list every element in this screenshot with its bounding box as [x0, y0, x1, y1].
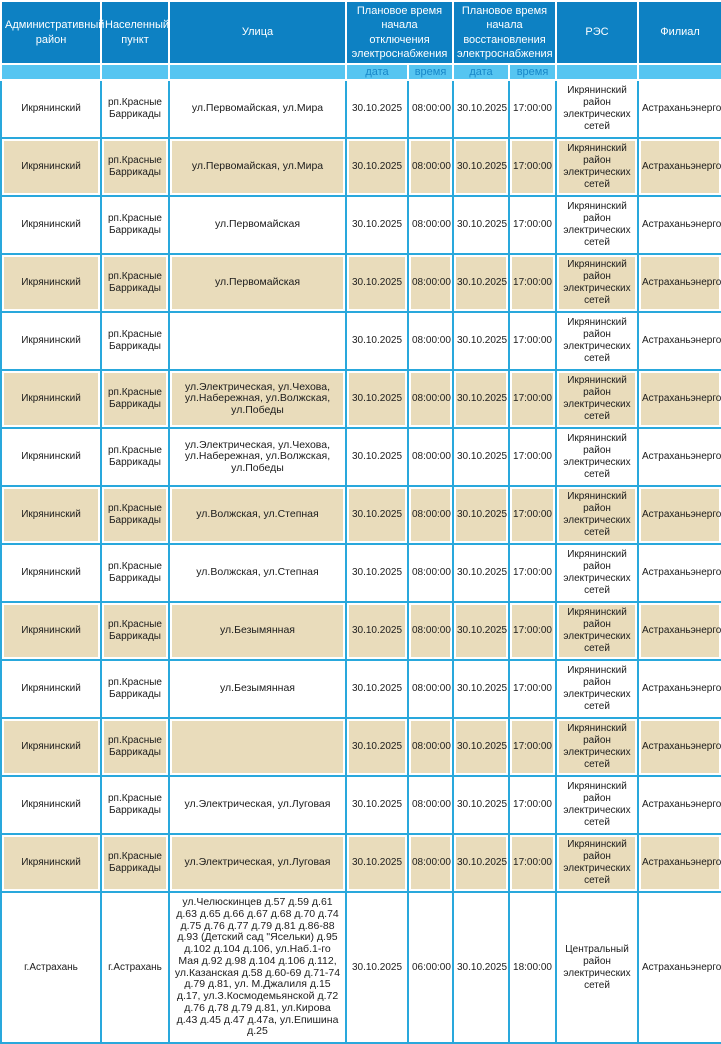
- res-cell: Икрянинский район электрических сетей: [556, 660, 638, 718]
- off-time-cell: 08:00:00: [408, 834, 453, 892]
- on-date-cell: 30.10.2025: [453, 312, 509, 370]
- on-date-cell: 30.10.2025: [453, 776, 509, 834]
- table-row: [1, 196, 721, 254]
- off-date-cell: 30.10.2025: [346, 428, 408, 486]
- district-cell: Икрянинский: [1, 312, 101, 370]
- district-cell: Икрянинский: [1, 834, 101, 892]
- settlement-cell: рп.Красные Баррикады: [101, 428, 169, 486]
- on-time-cell: 17:00:00: [509, 776, 556, 834]
- district-cell: Икрянинский: [1, 254, 101, 312]
- branch-cell: Астраханьэнерго: [638, 254, 721, 312]
- table-row: [1, 892, 721, 1043]
- off-time-cell: 08:00:00: [408, 602, 453, 660]
- res-cell: Икрянинский район электрических сетей: [556, 138, 638, 196]
- table-row: [1, 486, 721, 544]
- streets-cell: ул.Волжская, ул.Степная: [169, 544, 346, 602]
- branch-cell: Астраханьэнерго: [638, 138, 721, 196]
- streets-cell: [169, 312, 346, 370]
- subheader-on-time: время: [509, 64, 556, 80]
- branch-cell: Астраханьэнерго: [638, 544, 721, 602]
- on-date-cell: 30.10.2025: [453, 602, 509, 660]
- streets-cell: ул.Безымянная: [169, 602, 346, 660]
- off-date-cell: 30.10.2025: [346, 138, 408, 196]
- settlement-cell: рп.Красные Баррикады: [101, 196, 169, 254]
- res-cell: Икрянинский район электрических сетей: [556, 718, 638, 776]
- streets-cell: [169, 718, 346, 776]
- on-date-cell: 30.10.2025: [453, 718, 509, 776]
- header-res: РЭС: [556, 1, 638, 64]
- on-time-cell: 18:00:00: [509, 892, 556, 1043]
- branch-cell: Астраханьэнерго: [638, 776, 721, 834]
- district-cell: Икрянинский: [1, 718, 101, 776]
- subheader-row: [1, 64, 721, 80]
- table-row: [1, 776, 721, 834]
- on-time-cell: 17:00:00: [509, 544, 556, 602]
- res-cell: Икрянинский район электрических сетей: [556, 486, 638, 544]
- on-time-cell: 17:00:00: [509, 312, 556, 370]
- branch-cell: Астраханьэнерго: [638, 486, 721, 544]
- branch-cell: Астраханьэнерго: [638, 602, 721, 660]
- settlement-cell: рп.Красные Баррикады: [101, 660, 169, 718]
- settlement-cell: рп.Красные Баррикады: [101, 776, 169, 834]
- off-date-cell: 30.10.2025: [346, 544, 408, 602]
- header-outage-start-group: Плановое время начала отключения электроснабжения: [346, 1, 453, 64]
- subheader-empty: [638, 64, 721, 80]
- branch-cell: Астраханьэнерго: [638, 196, 721, 254]
- res-cell: Икрянинский район электрических сетей: [556, 834, 638, 892]
- off-date-cell: 30.10.2025: [346, 80, 408, 138]
- off-date-cell: 30.10.2025: [346, 718, 408, 776]
- off-time-cell: 08:00:00: [408, 196, 453, 254]
- res-cell: Икрянинский район электрических сетей: [556, 776, 638, 834]
- table-header: [1, 1, 721, 80]
- streets-cell: ул.Электрическая, ул.Чехова, ул.Набережная, ул.Волжская, ул.Победы: [169, 370, 346, 428]
- on-date-cell: 30.10.2025: [453, 486, 509, 544]
- off-date-cell: 30.10.2025: [346, 370, 408, 428]
- table-row: [1, 428, 721, 486]
- off-time-cell: 08:00:00: [408, 660, 453, 718]
- district-cell: Икрянинский: [1, 428, 101, 486]
- district-cell: Икрянинский: [1, 660, 101, 718]
- on-date-cell: 30.10.2025: [453, 834, 509, 892]
- off-date-cell: 30.10.2025: [346, 892, 408, 1043]
- streets-cell: ул.Волжская, ул.Степная: [169, 486, 346, 544]
- header-branch: Филиал: [638, 1, 721, 64]
- off-date-cell: 30.10.2025: [346, 602, 408, 660]
- header-row: [1, 1, 721, 64]
- header-admin-district: Административный район: [1, 1, 101, 64]
- off-date-cell: 30.10.2025: [346, 776, 408, 834]
- branch-cell: Астраханьэнерго: [638, 718, 721, 776]
- table-row: [1, 602, 721, 660]
- res-cell: Икрянинский район электрических сетей: [556, 602, 638, 660]
- on-time-cell: 17:00:00: [509, 80, 556, 138]
- res-cell: Икрянинский район электрических сетей: [556, 312, 638, 370]
- district-cell: Икрянинский: [1, 138, 101, 196]
- district-cell: Икрянинский: [1, 544, 101, 602]
- off-time-cell: 08:00:00: [408, 776, 453, 834]
- settlement-cell: рп.Красные Баррикады: [101, 834, 169, 892]
- header-street: Улица: [169, 1, 346, 64]
- res-cell: Икрянинский район электрических сетей: [556, 544, 638, 602]
- streets-cell: ул.Первомайская: [169, 254, 346, 312]
- table-row: [1, 138, 721, 196]
- on-time-cell: 17:00:00: [509, 428, 556, 486]
- off-time-cell: 08:00:00: [408, 718, 453, 776]
- settlement-cell: рп.Красные Баррикады: [101, 80, 169, 138]
- subheader-off-date: дата: [346, 64, 408, 80]
- streets-cell: ул.Челюскинцев д.57 д.59 д.61 д.63 д.65 д.66 д.67 д.68 д.70 д.74 д.75 д.76 д.77 д.79 д.81 д.86-88 д.93 (Детский сад "Ясельки) д.95 д.102 д.104 д.106, ул.Наб.1-го Мая д.92 д.98 д.104 д.106 д.112, ул.Казанская д.58 д.60-69 д.71-74 д.79 д.81, ул. М.Джалиля д.15 д.17, ул.З.Космодемьянской д.72 д.76 д.78 д.79 д.81, ул.Кирова д.43 д.45 д.47 д.47а, ул.Епишина д.25: [169, 892, 346, 1043]
- on-date-cell: 30.10.2025: [453, 196, 509, 254]
- off-date-cell: 30.10.2025: [346, 196, 408, 254]
- on-date-cell: 30.10.2025: [453, 428, 509, 486]
- on-time-cell: 17:00:00: [509, 486, 556, 544]
- on-date-cell: 30.10.2025: [453, 80, 509, 138]
- streets-cell: ул.Первомайская, ул.Мира: [169, 80, 346, 138]
- district-cell: Икрянинский: [1, 602, 101, 660]
- table-body: [1, 80, 721, 1043]
- branch-cell: Астраханьэнерго: [638, 834, 721, 892]
- on-date-cell: 30.10.2025: [453, 138, 509, 196]
- off-time-cell: 08:00:00: [408, 254, 453, 312]
- off-date-cell: 30.10.2025: [346, 312, 408, 370]
- on-date-cell: 30.10.2025: [453, 254, 509, 312]
- subheader-empty: [169, 64, 346, 80]
- table-row: [1, 80, 721, 138]
- on-time-cell: 17:00:00: [509, 196, 556, 254]
- settlement-cell: рп.Красные Баррикады: [101, 138, 169, 196]
- res-cell: Икрянинский район электрических сетей: [556, 254, 638, 312]
- table-row: [1, 312, 721, 370]
- off-time-cell: 08:00:00: [408, 312, 453, 370]
- off-date-cell: 30.10.2025: [346, 254, 408, 312]
- subheader-empty: [556, 64, 638, 80]
- off-time-cell: 08:00:00: [408, 370, 453, 428]
- off-date-cell: 30.10.2025: [346, 660, 408, 718]
- branch-cell: Астраханьэнерго: [638, 370, 721, 428]
- branch-cell: Астраханьэнерго: [638, 892, 721, 1043]
- off-time-cell: 08:00:00: [408, 80, 453, 138]
- off-time-cell: 08:00:00: [408, 486, 453, 544]
- settlement-cell: рп.Красные Баррикады: [101, 254, 169, 312]
- res-cell: Икрянинский район электрических сетей: [556, 196, 638, 254]
- on-time-cell: 17:00:00: [509, 834, 556, 892]
- district-cell: Икрянинский: [1, 776, 101, 834]
- settlement-cell: рп.Красные Баррикады: [101, 486, 169, 544]
- streets-cell: ул.Первомайская, ул.Мира: [169, 138, 346, 196]
- on-date-cell: 30.10.2025: [453, 892, 509, 1043]
- district-cell: Икрянинский: [1, 196, 101, 254]
- on-time-cell: 17:00:00: [509, 138, 556, 196]
- on-date-cell: 30.10.2025: [453, 660, 509, 718]
- off-date-cell: 30.10.2025: [346, 834, 408, 892]
- table-row: [1, 718, 721, 776]
- branch-cell: Астраханьэнерго: [638, 80, 721, 138]
- district-cell: г.Астрахань: [1, 892, 101, 1043]
- settlement-cell: рп.Красные Баррикады: [101, 718, 169, 776]
- streets-cell: ул.Первомайская: [169, 196, 346, 254]
- off-time-cell: 08:00:00: [408, 428, 453, 486]
- table-row: [1, 660, 721, 718]
- on-time-cell: 17:00:00: [509, 602, 556, 660]
- branch-cell: Астраханьэнерго: [638, 660, 721, 718]
- settlement-cell: рп.Красные Баррикады: [101, 544, 169, 602]
- table-row: [1, 370, 721, 428]
- off-date-cell: 30.10.2025: [346, 486, 408, 544]
- res-cell: Икрянинский район электрических сетей: [556, 370, 638, 428]
- res-cell: Икрянинский район электрических сетей: [556, 80, 638, 138]
- on-time-cell: 17:00:00: [509, 254, 556, 312]
- on-date-cell: 30.10.2025: [453, 544, 509, 602]
- streets-cell: ул.Электрическая, ул.Луговая: [169, 834, 346, 892]
- on-date-cell: 30.10.2025: [453, 370, 509, 428]
- subheader-empty: [1, 64, 101, 80]
- table-row: [1, 544, 721, 602]
- streets-cell: ул.Электрическая, ул.Луговая: [169, 776, 346, 834]
- district-cell: Икрянинский: [1, 370, 101, 428]
- header-restore-start-group: Плановое время начала восстановления электроснабжения: [453, 1, 556, 64]
- settlement-cell: рп.Красные Баррикады: [101, 370, 169, 428]
- on-time-cell: 17:00:00: [509, 370, 556, 428]
- settlement-cell: рп.Красные Баррикады: [101, 312, 169, 370]
- settlement-cell: г.Астрахань: [101, 892, 169, 1043]
- streets-cell: ул.Безымянная: [169, 660, 346, 718]
- off-time-cell: 08:00:00: [408, 544, 453, 602]
- branch-cell: Астраханьэнерго: [638, 428, 721, 486]
- header-settlement: Населенный пункт: [101, 1, 169, 64]
- table-row: [1, 254, 721, 312]
- table-row: [1, 834, 721, 892]
- res-cell: Икрянинский район электрических сетей: [556, 428, 638, 486]
- off-time-cell: 06:00:00: [408, 892, 453, 1043]
- subheader-empty: [101, 64, 169, 80]
- on-time-cell: 17:00:00: [509, 660, 556, 718]
- branch-cell: Астраханьэнерго: [638, 312, 721, 370]
- off-time-cell: 08:00:00: [408, 138, 453, 196]
- streets-cell: ул.Электрическая, ул.Чехова, ул.Набережная, ул.Волжская, ул.Победы: [169, 428, 346, 486]
- subheader-off-time: время: [408, 64, 453, 80]
- district-cell: Икрянинский: [1, 486, 101, 544]
- subheader-on-date: дата: [453, 64, 509, 80]
- on-time-cell: 17:00:00: [509, 718, 556, 776]
- district-cell: Икрянинский: [1, 80, 101, 138]
- res-cell: Центральный район электрических сетей: [556, 892, 638, 1043]
- settlement-cell: рп.Красные Баррикады: [101, 602, 169, 660]
